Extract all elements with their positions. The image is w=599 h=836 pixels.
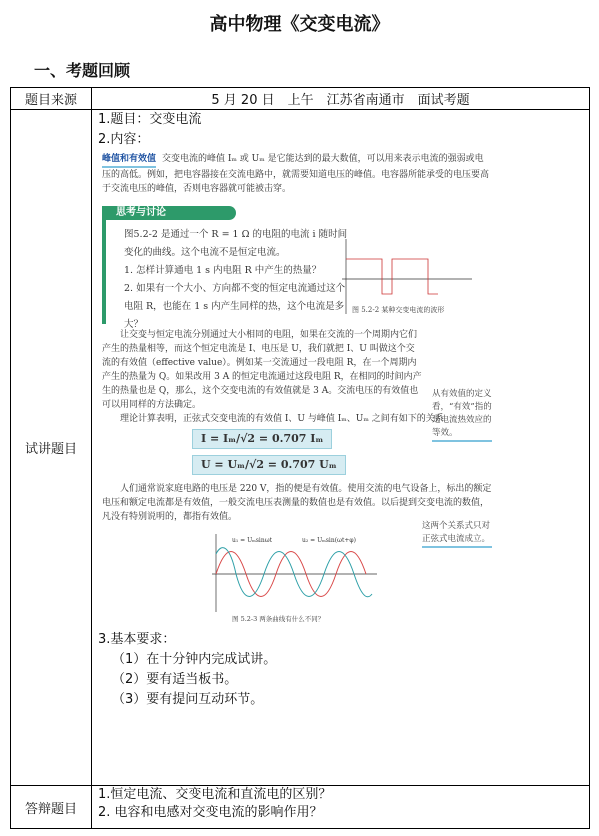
book-para-2: 让交变与恒定电流分别通过大小相同的电阻，如果在交流的一个周期内它们产生的热量相等，而这个恒定电流是 I、电压是 U，我们就把 I、U 叫做这个交流的有效值（effective value）。例如某一交流通过一段电阻 R，在一个周期内产生的热量为 Q。如果改用 3 A 的恒定电流通过这段电阻 R，在相同的时间内产生的热量也是 Q，那么，这个交变电流的有效值就是 3 A。交流电压的有效值也可以用同样的方法确定。 xyxy=(102,330,422,410)
current-waveform-graph xyxy=(332,234,482,324)
wave-label-2: u₂ = Uₘsin(ωt+φ) xyxy=(302,537,356,544)
wave-label-1: u₁ = Uₘsinωt xyxy=(232,537,273,544)
formula-voltage: U = Uₘ/√2 = 0.707 Uₘ xyxy=(192,455,346,475)
discussion-text xyxy=(124,226,354,334)
graph-caption: 图 5.2-2 某种交变电流的波形 xyxy=(352,306,445,314)
side-note-1: 从有效值的定义看，“有效”指的是电流热效应的等效。 xyxy=(432,388,492,442)
defense-label: 答辩题目 xyxy=(11,786,92,829)
discussion-line-3: 2. 如果有一个大小、方向都不变的恒定电流通过这个电阻 R，也能在 1 s 内产生同样的热，这个电流是多大？ xyxy=(124,283,346,330)
side-note-2: 这两个关系式只对正弦式电流成立。 xyxy=(422,520,492,548)
formula-current: I = Iₘ/√2 = 0.707 Iₘ xyxy=(192,429,332,449)
source-row xyxy=(11,88,590,110)
content-label: 2.内容： xyxy=(98,132,150,147)
book-para-1 xyxy=(102,152,492,196)
book-para-4: 人们通常说家庭电路的电压是 220 V，指的便是有效值。使用交流的电气设备上，标出的额定电压和额定电流都是有效值，一般交流电压表测量的数值也是有效值。以后提到交变电流的数值，凡没有特别说明的，都指有效值。 xyxy=(102,484,492,522)
exam-table xyxy=(10,87,590,829)
peak-value-tag: 峰值和有效值 xyxy=(102,152,156,168)
defense-row xyxy=(11,786,590,829)
book-para-1-text: 交变电流的峰值 Iₘ 或 Uₘ 是它能达到的最大数值，可以用来表示电流的强弱或电压的高低。例如，把电容器接在交流电路中，就需要知道电压的峰值。电容器所能承受的电压要高于交流电压的峰值，否则电容器就可能被击穿。 xyxy=(102,154,490,194)
requirement-1: （1）在十分钟内完成试讲。 xyxy=(112,652,277,667)
panel-bar xyxy=(102,220,106,324)
requirement-2: （2）要有适当板书。 xyxy=(112,672,238,687)
lecture-label: 试讲题目 xyxy=(11,110,92,786)
source-value: 5 月 20 日 上午 江苏省南通市 面试考题 xyxy=(92,88,590,110)
discussion-title: 思考与讨论 xyxy=(102,206,236,220)
textbook-excerpt xyxy=(102,152,492,624)
source-label: 题目来源 xyxy=(11,88,92,110)
discussion-panel xyxy=(102,206,492,330)
discussion-line-1: 图5.2-2 是通过一个 R = 1 Ω 的电阻的电流 i 随时间变化的曲线。这个电流不是恒定电流。 xyxy=(124,229,348,258)
document-title: 高中物理《交变电流》 xyxy=(209,14,390,35)
defense-content xyxy=(92,786,590,829)
discussion-line-2: 1. 怎样计算通电 1 s 内电阻 R 中产生的热量？ xyxy=(124,265,322,276)
requirement-3: （3）要有提问互动环节。 xyxy=(112,692,264,707)
lecture-row xyxy=(11,110,590,786)
sine-wave-figure xyxy=(202,532,382,624)
book-para-3: 理论计算表明，正弦式交变电流的有效值 I、U 与峰值 Iₘ、Uₘ 之间有如下的关系 xyxy=(120,414,444,424)
section-heading: 一、考题回顾 xyxy=(34,61,131,80)
lecture-content xyxy=(92,110,590,786)
lecture-topic: 1.题目：交变电流 xyxy=(98,112,202,127)
wave-caption: 图 5.2-3 两条曲线有什么不同？ xyxy=(232,615,325,623)
requirements-title: 3.基本要求： xyxy=(98,632,176,647)
defense-question-2: 2. 电容和电感对交变电流的影响作用？ xyxy=(98,805,323,820)
defense-question-1: 1.恒定电流、交变电流和直流电的区别？ xyxy=(98,787,332,802)
